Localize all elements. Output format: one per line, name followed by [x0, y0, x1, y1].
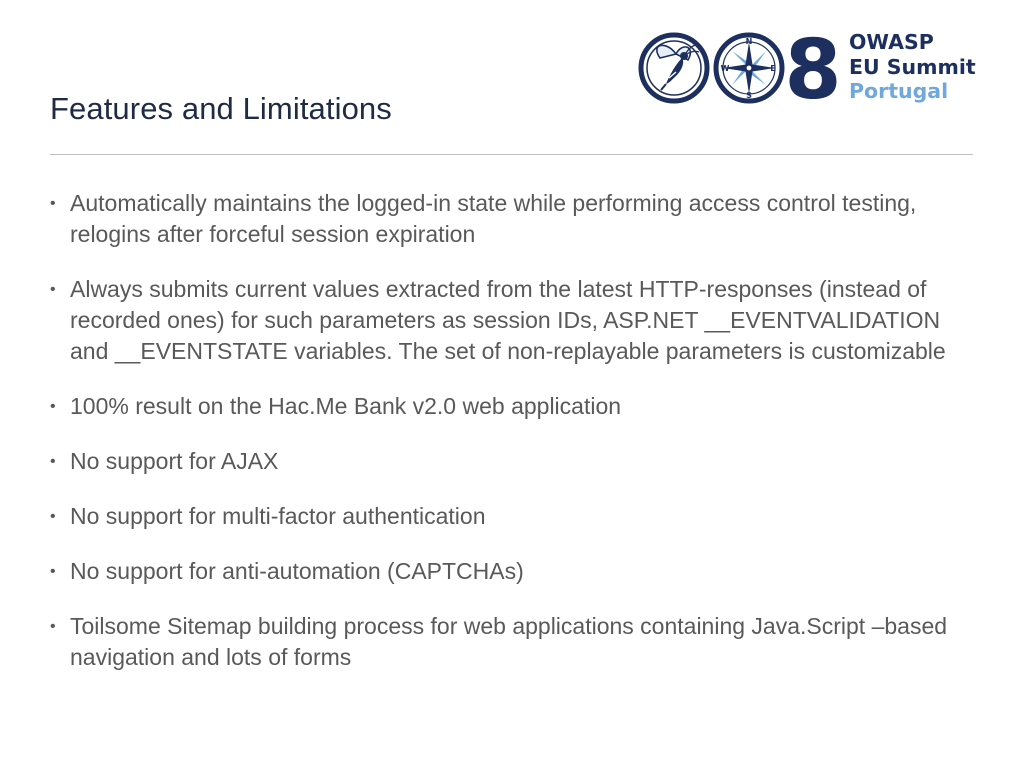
- bullet-marker: •: [50, 453, 56, 470]
- bullet-list: [48, 188, 978, 697]
- bullet-item: [48, 274, 978, 367]
- bullet-text: No support for AJAX: [70, 448, 279, 474]
- title-divider: [50, 154, 973, 155]
- logo-emblems: [636, 30, 849, 106]
- logo-text-owasp: OWASP: [849, 30, 934, 54]
- bullet-text: No support for multi-factor authentication: [70, 503, 486, 529]
- summit-number: 8: [784, 30, 842, 106]
- bullet-item: [48, 446, 978, 477]
- owasp-wasp-icon: [641, 35, 707, 101]
- compass-w-label: W: [720, 64, 730, 73]
- owasp-eu-summit-logo: [636, 30, 981, 106]
- bullet-item: [48, 188, 978, 250]
- bullet-marker: •: [50, 618, 56, 635]
- bullet-item: [48, 556, 978, 587]
- bullet-marker: •: [50, 281, 56, 298]
- bullet-text: No support for anti-automation (CAPTCHAs): [70, 558, 524, 584]
- bullet-item: [48, 501, 978, 532]
- logo-text-portugal: Portugal: [849, 79, 949, 103]
- bullet-text: Toilsome Sitemap building process for web applications containing Java.Script –based navigation and lots of forms: [70, 613, 948, 670]
- bullet-marker: •: [50, 508, 56, 525]
- bullet-marker: •: [50, 563, 56, 580]
- compass-s-label: S: [746, 91, 752, 100]
- bullet-item: [48, 391, 978, 422]
- bullet-marker: •: [50, 398, 56, 415]
- logo-text-eu-summit: EU Summit: [849, 55, 976, 79]
- compass-n-label: N: [745, 37, 753, 46]
- bullet-text: Automatically maintains the logged-in state while performing access control testing, relogins after forceful session expiration: [70, 190, 917, 247]
- compass-e-label: E: [770, 64, 776, 73]
- compass-rose-icon: [716, 35, 782, 101]
- bullet-text: Always submits current values extracted from the latest HTTP-responses (instead of recorded ones) for such parameters as session IDs, ASP.NET __EVENTVALIDATION and __EVENTSTATE variables. The set of non-replayable parameters is customizable: [70, 276, 946, 364]
- bullet-marker: •: [50, 195, 56, 212]
- bullet-item: [48, 611, 978, 673]
- slide-title: Features and Limitations: [50, 91, 392, 126]
- bullet-text: 100% result on the Hac.Me Bank v2.0 web application: [70, 393, 622, 419]
